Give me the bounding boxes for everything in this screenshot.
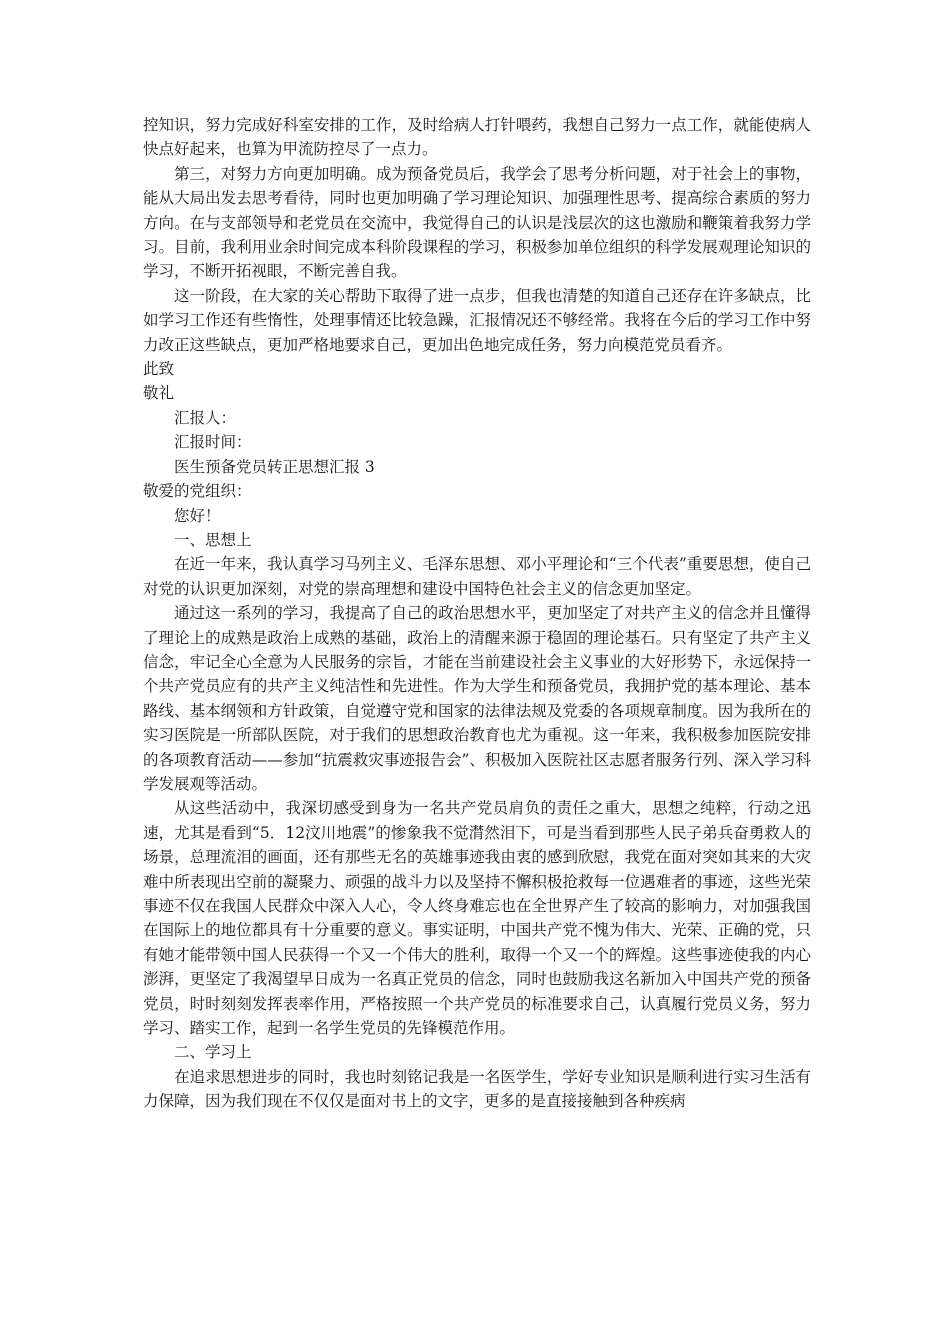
paragraph-ideology-belief: 通过这一系列的学习，我提高了自己的政治思想水平，更加坚定了对共产主义的信念并且懂得了理论上的成熟是政治上成熟的基础，政治上的清醒来源于稳固的理论基石。只有坚定了共产主义信念，牢记全心全意为人民服务的宗旨，才能在当前建设社会主义事业的大好形势下，永远保持一个共产党员应有的共产主义纯洁性和先进性。作为大学生和预备党员，我拥护党的基本理论、基本路线、基本纲领和方针政策，自觉遵守党和国家的法律法规及党委的各项规章制度。因为我所在的实习医院是一所部队医院，对于我们的思想政治教育也尤为重视。这一年来，我积极参加医院安排的各项教育活动——参加“抗震救灾事迹报告会”、积极加入医院社区志愿者服务行列、深入学习科学发展观等活动。 xyxy=(143,604,811,793)
heading-ideology: 一、思想上 xyxy=(174,530,252,549)
paragraph-third-point: 第三，对努力方向更加明确。成为预备党员后，我学会了思考分析问题，对于社会上的事物，能从大局出发去思考看待，同时也更加明确了学习理论知识、加强理性思考、提高综合素质的努力方向。在与支部领导和老党员在交流中，我觉得自己的认识是浅层次的这也激励和鞭策着我努力学习。目前，我利用业余时间完成本科阶段课程的学习，积极参加单位组织的科学发展观理论知识的学习，不断开拓视眼，不断完善自我。 xyxy=(143,164,811,281)
paragraph-continuation: 控知识，努力完成好科室安排的工作，及时给病人打针喂药，我想自己努力一点工作，就能使病人快点好起来，也算为甲流防控尽了一点力。 xyxy=(143,116,811,159)
greeting-hello: 您好！ xyxy=(174,506,221,525)
heading-study: 二、学习上 xyxy=(174,1043,252,1062)
section-title: 医生预备党员转正思想汇报 3 xyxy=(174,457,375,476)
paragraph-study: 在追求思想进步的同时，我也时刻铭记我是一名医学生，学好专业知识是顺利进行实习生活有力保障，因为我们现在不仅仅是面对书上的文字，更多的是直接接触到各种疾病 xyxy=(143,1067,811,1111)
reporter-label: 汇报人： xyxy=(174,408,237,427)
closing-regards: 敬礼 xyxy=(143,384,175,403)
paragraph-earthquake: 从这些活动中，我深切感受到身为一名共产党员肩负的责任之重大，思想之纯粹，行动之迅速，尤其是看到“5．12汶川地震”的惨象我不觉潸然泪下，可是当看到那些人民子弟兵奋勇救人的场景，总理流泪的画面，还有那些无名的英雄事迹我由衷的感到欣慰，我党在面对突如其来的大灾难中所表现出空前的凝聚力、顽强的战斗力以及坚持不懈积极抢救每一位遇难者的事迹，这些光荣事迹不仅在我国人民群众中深入人心，令人终身难忘也在全世界产生了较高的影响力，对加强我国在国际上的地位都具有十分重要的意义。事实证明，中国共产党不愧为伟大、光荣、正确的党，只有她才能带领中国人民获得一个又一个伟大的胜利，取得一个又一个的辉煌。这些事迹使我的内心澎湃，更坚定了我渴望早日成为一名真正党员的信念，同时也鼓励我这名新加入中国共产党的预备党员，时时刻刻发挥表率作用，严格按照一个共产党员的标准要求自己，认真履行党员义务，努力学习、踏实工作，起到一名学生党员的先锋模范作用。 xyxy=(143,799,811,1038)
greeting-addressee: 敬爱的党组织： xyxy=(143,482,252,501)
report-date-label: 汇报时间： xyxy=(174,433,252,452)
closing-salutation: 此致 xyxy=(143,360,175,379)
document-body xyxy=(143,113,811,1114)
paragraph-ideology-study: 在近一年来，我认真学习马列主义、毛泽东思想、邓小平理论和“三个代表”重要思想，使自己对党的认识更加深刻，对党的崇高理想和建设中国特色社会主义的信念更加坚定。 xyxy=(143,555,811,598)
paragraph-summary: 这一阶段，在大家的关心帮助下取得了进一点步，但我也清楚的知道自己还存在许多缺点，比如学习工作还有些惰性，处理事情还比较急躁，汇报情况还不够经常。我将在今后的学习工作中努力改正这些缺点，更加严格地要求自己，更加出色地完成任务，努力向模范党员看齐。 xyxy=(143,286,811,354)
